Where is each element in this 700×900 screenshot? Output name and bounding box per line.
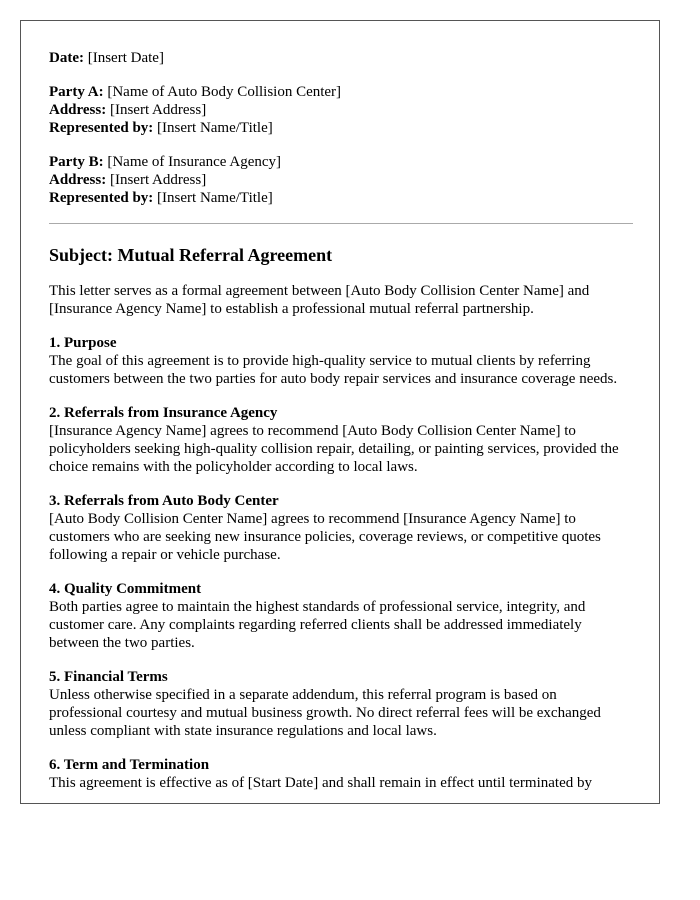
section-title: 3. Referrals from Auto Body Center (49, 493, 279, 509)
section-body: This agreement is effective as of [Start Date] and shall remain in effect until terminated by (49, 775, 592, 791)
party-b-label: Party B: (49, 154, 104, 170)
section-body: [Insurance Agency Name] agrees to recommend [Auto Body Collision Center Name] to policyholders seeking high-quality collision repair, detailing, or painting services, provided the choice remains with the policyholder according to local laws. (49, 423, 619, 475)
section-body: [Auto Body Collision Center Name] agrees to recommend [Insurance Agency Name] to customers who are seeking new insurance policies, coverage reviews, or competitive quotes following a repair or vehicle purchase. (49, 511, 601, 563)
date-line (49, 49, 633, 67)
party-b-rep-value: [Insert Name/Title] (157, 190, 273, 206)
party-a-label: Party A: (49, 84, 104, 100)
party-b-address-label: Address: (49, 172, 107, 188)
section-quality-commitment (49, 580, 633, 652)
party-a-name-line (49, 83, 633, 101)
date-value: [Insert Date] (87, 50, 164, 66)
party-b-rep-label: Represented by: (49, 190, 154, 206)
section-title: 2. Referrals from Insurance Agency (49, 405, 278, 421)
section-body: Unless otherwise specified in a separate addendum, this referral program is based on professional courtesy and mutual business growth. No direct referral fees will be exchanged unless compliant with state insurance regulations and local laws. (49, 687, 601, 739)
section-referrals-from-insurance-agency (49, 404, 633, 476)
section-title: 6. Term and Termination (49, 757, 210, 773)
section-title: 1. Purpose (49, 335, 117, 351)
party-b-address-line (49, 171, 633, 189)
party-a-address-line (49, 101, 633, 119)
section-referrals-from-auto-body-center (49, 492, 633, 564)
party-a-address-label: Address: (49, 102, 107, 118)
section-body: The goal of this agreement is to provide high-quality service to mutual clients by referring customers between the two parties for auto body repair services and insurance coverage needs. (49, 353, 618, 387)
section-body: Both parties agree to maintain the highest standards of professional service, integrity, and customer care. Any complaints regarding referred clients shall be addressed immediately between the two parties. (49, 599, 586, 651)
party-b-name-line (49, 153, 633, 171)
section-title: 4. Quality Commitment (49, 581, 202, 597)
party-a-rep-value: [Insert Name/Title] (157, 120, 273, 136)
party-b-block (49, 153, 633, 207)
party-a-value: [Name of Auto Body Collision Center] (107, 84, 342, 100)
header-divider (49, 223, 633, 224)
document-content (49, 49, 633, 792)
party-b-value: [Name of Insurance Agency] (107, 154, 281, 170)
section-title: 5. Financial Terms (49, 669, 168, 685)
intro-paragraph: This letter serves as a formal agreement between [Auto Body Collision Center Name] and [Insurance Agency Name] to establish a professional mutual referral partnership. (49, 283, 590, 317)
section-purpose (49, 334, 633, 388)
party-b-rep-line (49, 189, 633, 207)
section-term-and-termination (49, 756, 633, 792)
party-a-address-value: [Insert Address] (109, 102, 207, 118)
section-financial-terms (49, 668, 633, 740)
party-b-address-value: [Insert Address] (109, 172, 207, 188)
party-a-rep-label: Represented by: (49, 120, 154, 136)
subject-heading: Subject: Mutual Referral Agreement (49, 245, 333, 265)
party-a-rep-line (49, 119, 633, 137)
document-page (20, 20, 660, 804)
party-a-block (49, 83, 633, 137)
date-label: Date: (49, 50, 84, 66)
